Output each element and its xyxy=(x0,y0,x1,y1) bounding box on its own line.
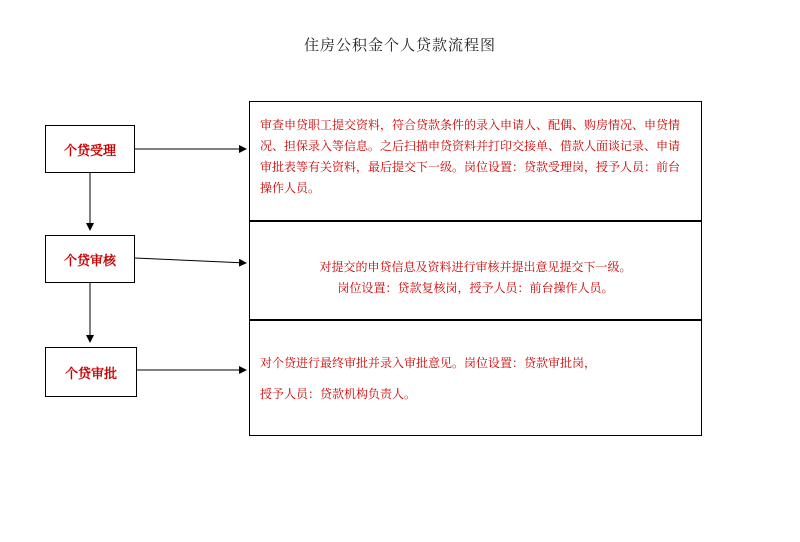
desc-line-review-1: 对提交的申贷信息及资料进行审核并提出意见提交下一级。 xyxy=(319,260,632,274)
arrow-review-to-desc xyxy=(135,258,246,263)
desc-line-approve-1: 对个贷进行最终审批并录入审批意见。岗位设置：贷款审批岗， xyxy=(260,356,597,370)
step-box-approve: 个贷审批 xyxy=(45,347,137,397)
diagram-title: 住房公积金个人贷款流程图 xyxy=(303,36,496,54)
desc-box-review xyxy=(249,221,702,320)
step-box-review: 个贷审核 xyxy=(45,235,135,283)
desc-box-receive xyxy=(249,101,702,221)
step-box-receive: 个贷受理 xyxy=(45,125,135,173)
desc-line-review-2: 岗位设置：贷款复核岗，授予人员：前台操作人员。 xyxy=(337,281,614,295)
desc-text-receive: 审查申贷职工提交资料，符合贷款条件的录入申请人、配偶、购房情况、申贷情况、担保录入等信息。之后扫描申贷资料并打印交接单、借款人面谈记录、申请审批表等有关资料，最后提交下一级。岗位设置：贷款受理岗，授予人员：前台操作人员。 xyxy=(260,118,681,195)
desc-line-approve-2: 授予人员：贷款机构负责人。 xyxy=(260,387,417,401)
desc-box-approve xyxy=(249,320,702,436)
